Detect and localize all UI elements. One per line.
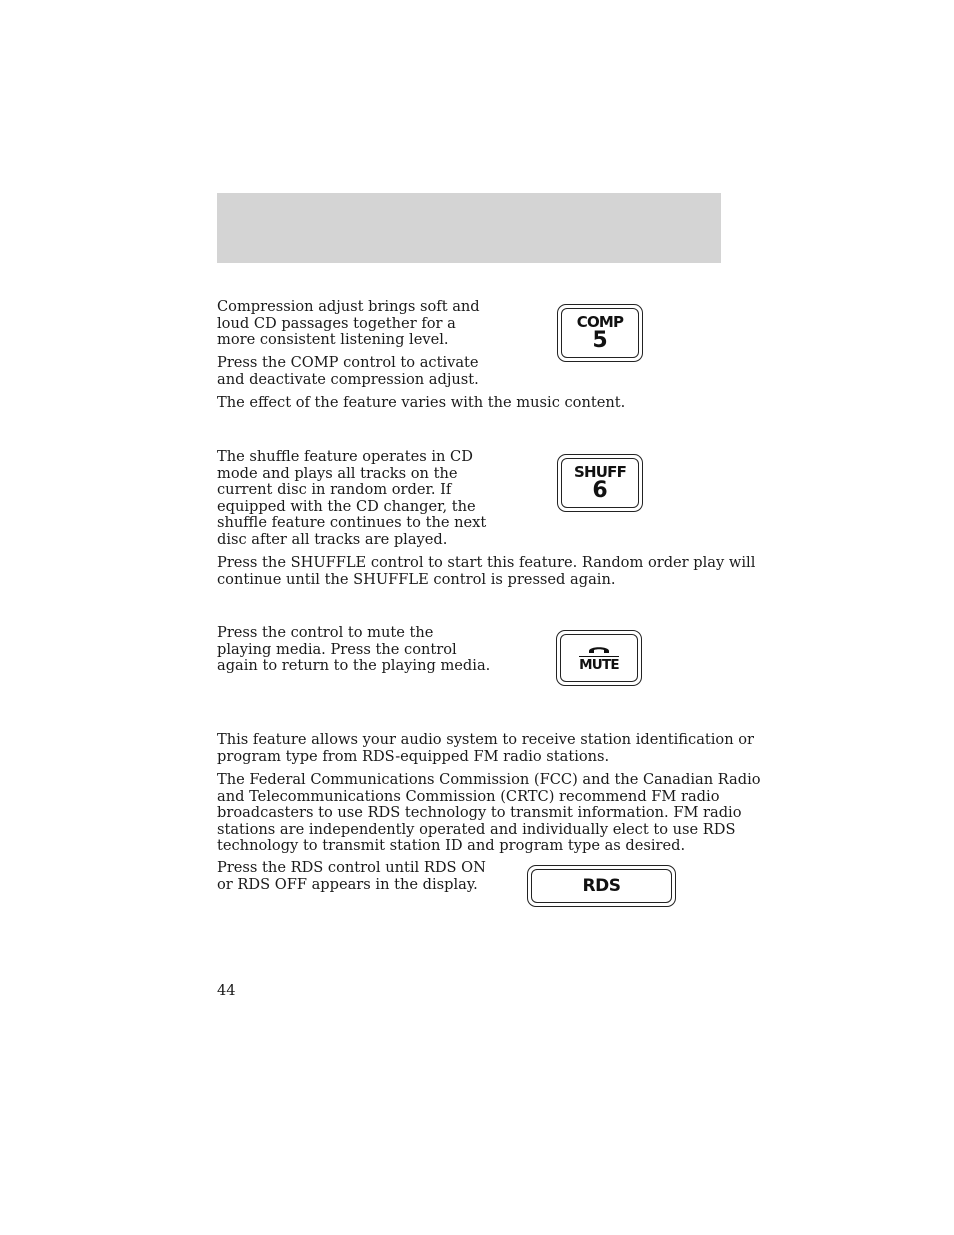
- rds-instruction: Press the RDS control until RDS ON or RDS OFF appears in the display.: [217, 859, 486, 893]
- shuffle-button-number: 6: [592, 478, 608, 503]
- compression-note: The effect of the feature varies with the music content.: [217, 394, 626, 411]
- compression-description: Compression adjust brings soft and loud CD passages together for a more consistent listening level.: [217, 298, 480, 348]
- comp-button-label: COMP: [576, 313, 624, 331]
- comp-button-number: 5: [592, 328, 608, 353]
- mute-button[interactable]: [556, 630, 642, 686]
- phone-icon: [588, 644, 610, 654]
- shuffle-button-face: [561, 458, 639, 508]
- comp-button-face: [561, 308, 639, 358]
- compression-instruction: Press the COMP control to activate and deactivate compression adjust.: [217, 354, 479, 388]
- shuffle-button-label: SHUFF: [573, 463, 627, 481]
- rds-regulation-note: The Federal Communications Commission (FCC) and the Canadian Radio and Telecommunications Commission (CRTC) recommend FM radio broadcasters to use RDS technology to transmit information. FM radio stations are independently operated and individually elect to use RDS technology to transmit station ID and program type as desired.: [217, 771, 761, 854]
- rds-button[interactable]: [527, 865, 676, 907]
- rds-description: This feature allows your audio system to receive station identification or program type from RDS-equipped FM radio stations.: [217, 731, 755, 765]
- header-band: [217, 193, 721, 263]
- comp-button[interactable]: [557, 304, 643, 362]
- shuffle-button[interactable]: [557, 454, 643, 512]
- mute-description: Press the control to mute the playing media. Press the control again to return to the playing media.: [217, 624, 491, 674]
- rds-button-label: RDS: [582, 876, 621, 896]
- shuffle-description: The shuffle feature operates in CD mode and plays all tracks on the current disc in random order. If equipped with the CD changer, the shuffle feature continues to the next disc after all tracks are played.: [217, 448, 487, 548]
- mute-button-label: MUTE: [579, 657, 619, 673]
- shuffle-instruction: Press the SHUFFLE control to start this feature. Random order play will continue until the SHUFFLE control is pressed again.: [217, 554, 756, 588]
- page-number: 44: [217, 982, 236, 999]
- mute-button-face: [560, 634, 638, 682]
- rds-button-face: [531, 869, 672, 903]
